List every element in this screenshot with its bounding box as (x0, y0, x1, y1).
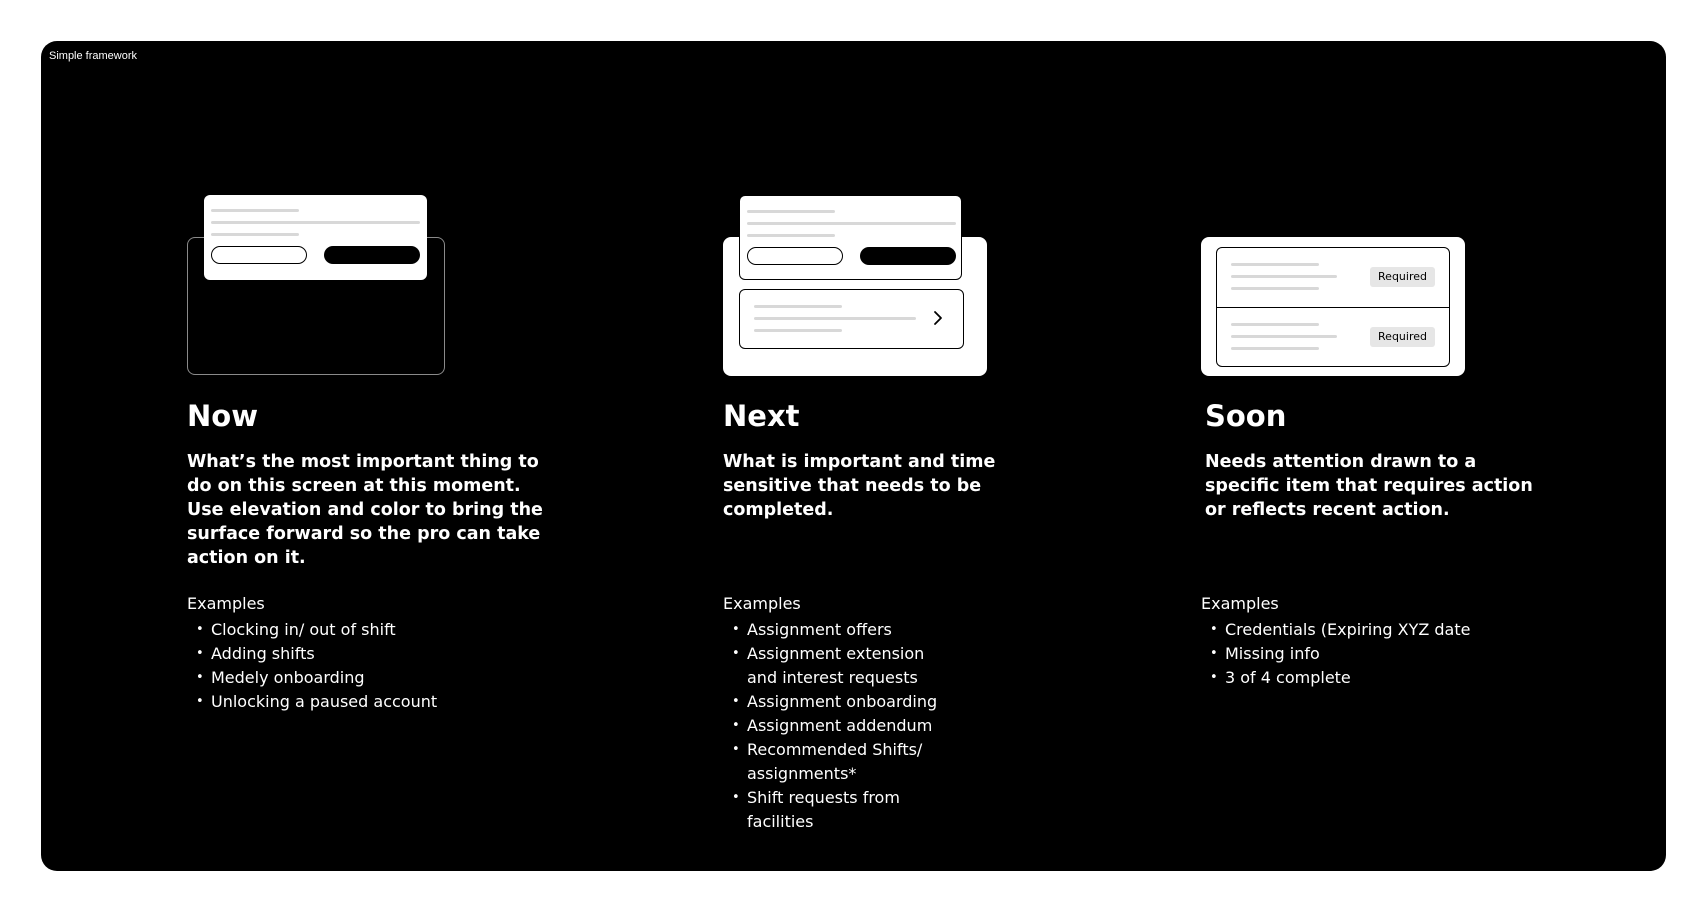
placeholder-line (1231, 323, 1319, 326)
list-item: • 3 of 4 complete (1201, 666, 1491, 690)
next-illustration (723, 41, 1023, 381)
list-item (1217, 307, 1449, 367)
placeholder-line (754, 329, 842, 332)
examples-list (187, 618, 517, 714)
primary-button-placeholder (860, 247, 956, 265)
soon-list-card (1216, 247, 1450, 367)
list-item: • Adding shifts (187, 642, 517, 666)
column-heading: Soon (1205, 399, 1287, 433)
list-item: • Assignment addendum (723, 714, 948, 738)
primary-button-placeholder (324, 246, 420, 264)
examples-list (723, 618, 948, 834)
column-heading: Next (723, 399, 800, 433)
placeholder-line (1231, 263, 1319, 266)
examples-list (1201, 618, 1491, 690)
list-item: • Clocking in/ out of shift (187, 618, 517, 642)
examples-label: Examples (1201, 594, 1279, 613)
column-heading: Now (187, 399, 258, 433)
soon-illustration (1201, 41, 1501, 381)
placeholder-line (754, 317, 916, 320)
list-item: • Missing info (1201, 642, 1491, 666)
secondary-button-placeholder (747, 247, 843, 265)
examples-label: Examples (723, 594, 801, 613)
chevron-right-icon (929, 308, 947, 328)
framework-canvas (41, 41, 1666, 871)
soon-base-surface (1201, 237, 1465, 376)
list-item: • Unlocking a paused account (187, 690, 517, 714)
list-item (1217, 248, 1449, 307)
placeholder-line (211, 221, 420, 224)
placeholder-line (211, 209, 299, 212)
list-item: • Recommended Shifts/ assignments* (723, 738, 948, 786)
secondary-button-placeholder (211, 246, 307, 264)
next-row-card (739, 289, 964, 349)
placeholder-line (1231, 287, 1319, 290)
list-item: • Shift requests from facilities (723, 786, 948, 834)
frame-title: Simple framework (49, 50, 138, 62)
list-item: • Assignment extension and interest requests (723, 642, 948, 690)
status-badge: Required (1370, 327, 1435, 347)
now-elevated-card (204, 195, 427, 280)
placeholder-line (1231, 275, 1337, 278)
list-item: • Assignment offers (723, 618, 948, 642)
list-item: • Credentials (Expiring XYZ date (1201, 618, 1491, 642)
list-item: • Assignment onboarding (723, 690, 948, 714)
placeholder-line (1231, 347, 1319, 350)
placeholder-line (747, 222, 956, 225)
column-description: What’s the most important thing to do on this screen at this moment. Use elevation and color to bring the surface forward so the pro can take action on it. (187, 452, 543, 568)
placeholder-line (747, 234, 835, 237)
examples-label: Examples (187, 594, 265, 613)
status-badge: Required (1370, 267, 1435, 287)
column-description: Needs attention drawn to a specific item that requires action or reflects recent action. (1205, 452, 1533, 520)
placeholder-line (747, 210, 835, 213)
placeholder-line (754, 305, 842, 308)
next-elevated-card (739, 195, 962, 280)
now-illustration (187, 41, 487, 381)
placeholder-line (211, 233, 299, 236)
column-description: What is important and time sensitive that needs to be completed. (723, 452, 996, 520)
list-item: • Medely onboarding (187, 666, 517, 690)
placeholder-line (1231, 335, 1337, 338)
